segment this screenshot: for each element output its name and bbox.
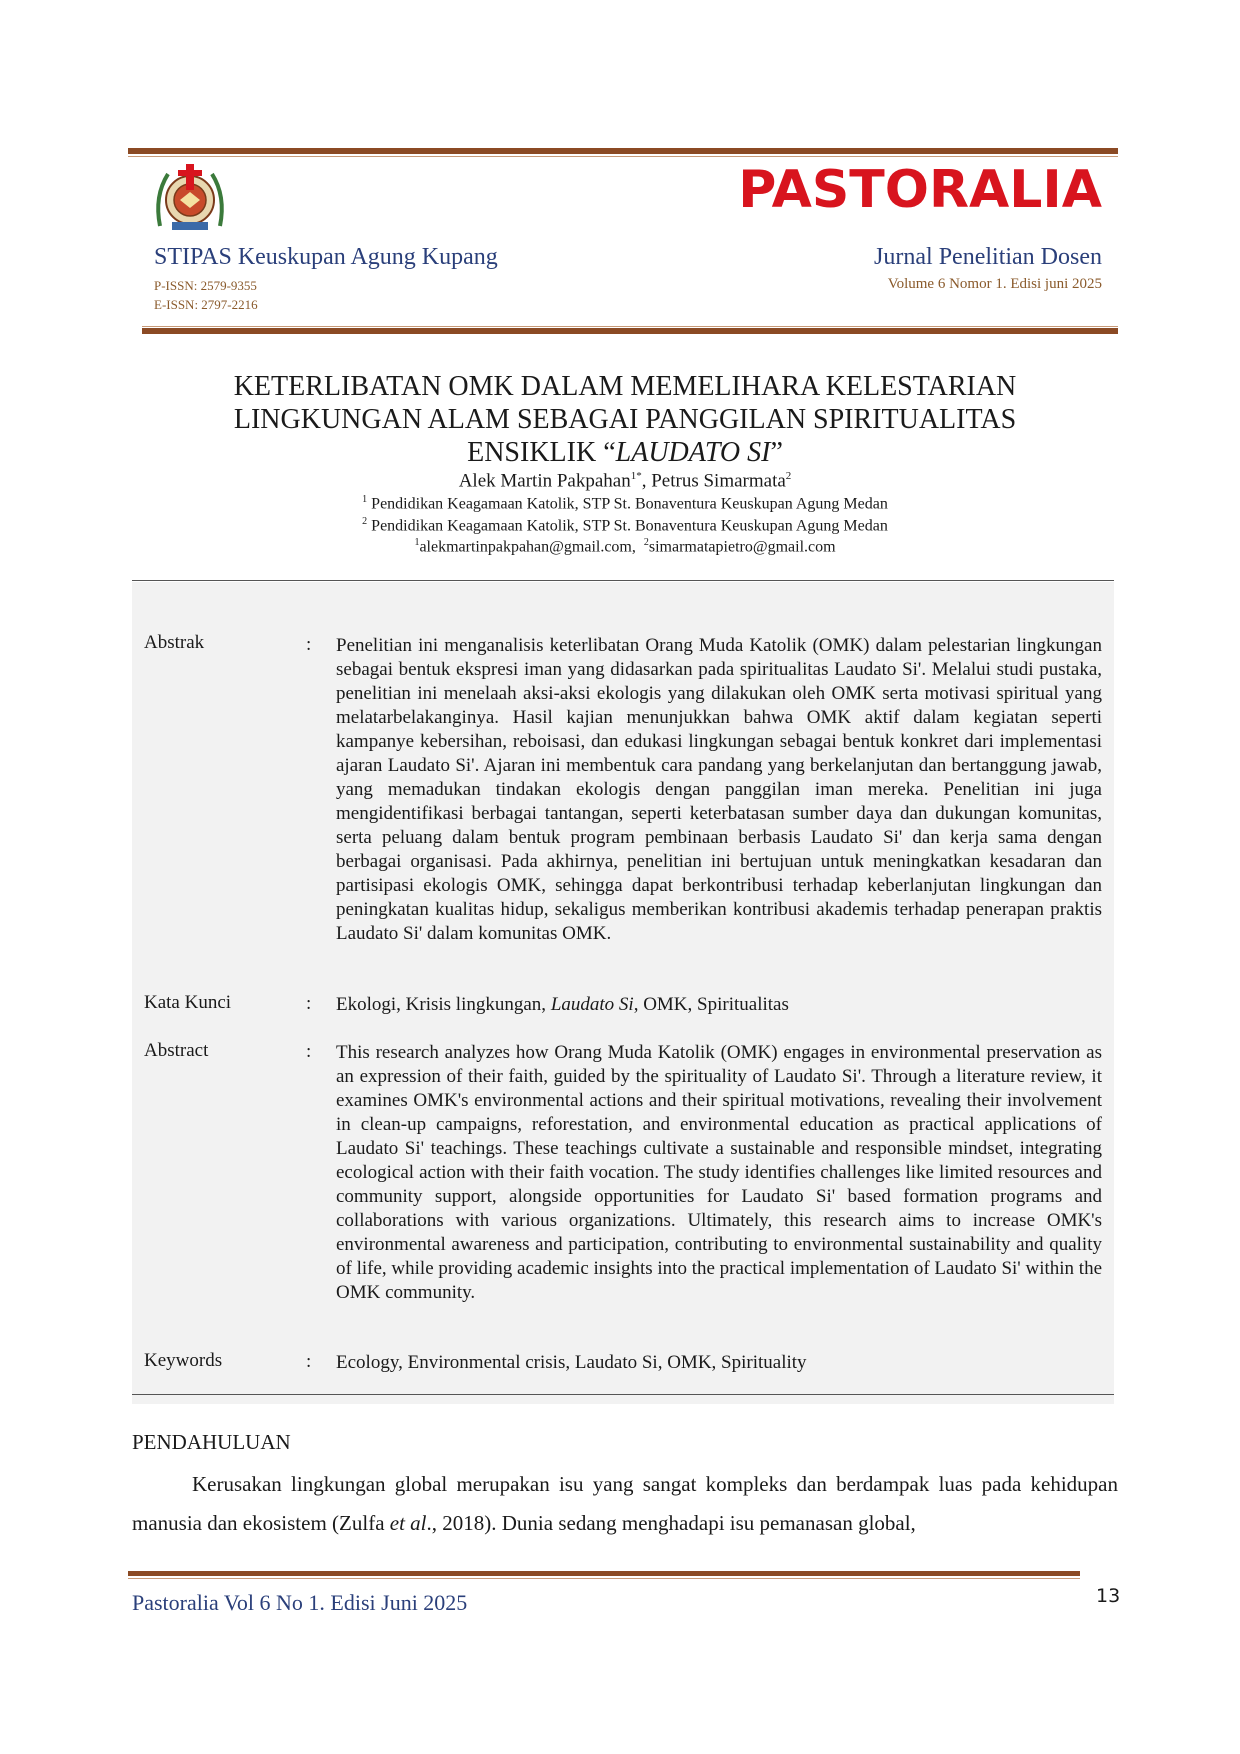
- footer-rule-thin: [128, 1578, 1080, 1579]
- title-line-1: KETERLIBATAN OMK DALAM MEMELIHARA KELESTARIAN: [233, 371, 1017, 402]
- author-1: Alek Martin Pakpahan: [458, 470, 631, 492]
- abstract-top-rule: [132, 580, 1114, 581]
- journal-volume: Volume 6 Nomor 1. Edisi juni 2025: [887, 276, 1102, 292]
- email-2: simarmatapietro@gmail.com: [648, 538, 836, 556]
- abstract-bottom-rule: [132, 1394, 1114, 1395]
- katakunci-text: Ekologi, Krisis lingkungan, Laudato Si, OMK, Spiritualitas: [336, 994, 789, 1015]
- footer-text: Pastoralia Vol 6 No 1. Edisi Juni 2025: [132, 1590, 468, 1615]
- keywords-text: Ecology, Environmental crisis, Laudato Si, OMK, Spirituality: [336, 1352, 807, 1373]
- title-line-3: ENSIKLIK “LAUDATO SI”: [467, 437, 783, 468]
- journal-logo: PASTORALIA: [738, 160, 1102, 220]
- footer-rule: [128, 1571, 1080, 1576]
- page-number: 13: [1096, 1585, 1121, 1607]
- title-line-2: LINGKUNGAN ALAM SEBAGAI PANGGILAN SPIRITUALITAS: [233, 404, 1017, 435]
- author-list: Alek Martin Pakpahan$^{1*}$, Petrus Simarmata$^2$: [458, 470, 792, 492]
- institution-name: STIPAS Keuskupan Agung Kupang: [154, 244, 498, 270]
- header-top-rule-thin: [128, 156, 1118, 157]
- author-emails: $^1$alekmartinpakpahan@gmail.com, $^2$simarmatapietro@gmail.com: [414, 537, 836, 556]
- abstract-label: Abstract: [144, 1040, 209, 1061]
- email-1: alekmartinpakpahan@gmail.com,: [419, 538, 636, 556]
- author-1-sup: 1*: [630, 470, 642, 482]
- abstrak-colon: :: [306, 634, 312, 655]
- journal-subtitle: Jurnal Penelitian Dosen: [874, 244, 1102, 270]
- article-title: [132, 370, 1118, 469]
- katakunci-label: Kata Kunci: [144, 992, 232, 1013]
- abstrak-text: Penelitian ini menganalisis keterlibatan Orang Muda Katolik (OMK) dalam pelestarian lingkungan sebagai bentuk ekspresi iman yang didasarkan pada spiritualitas Laudato Si'. Melalui studi pustaka, penelitian ini menelaah aksi-aksi ekologis yang dilakukan oleh OMK serta motivasi spiritual yang melatarbelakanginya. Hasil kajian menunjukkan bahwa OMK aktif dalam kegiatan seperti kampanye kebersihan, reboisasi, dan edukasi lingkungan sebagai bentuk konkret dari implementasi ajaran Laudato Si'. Ajaran ini membentuk cara pandang yang berkelanjutan dan bertanggung jawab, yang memadukan tindakan ekologis dengan panggilan iman mereka. Penelitian ini juga mengidentifikasi berbagai tantangan, seperti keterbatasan sumber daya dan dukungan komunitas, serta peluang dalam bentuk program pembinaan berbasis Laudato Si' dan kerja sama dengan berbagai organisasi. Pada akhirnya, penelitian ini bertujuan untuk meningkatkan kesadaran dan partisipasi ekologis OMK, sehingga dapat berkontribusi terhadap keberlanjutan lingkungan dan peningkatan kualitas hidup, sekaligus memberikan kontribusi akademis terhadap penerapan praktis Laudato Si' dalam komunitas OMK.: [336, 635, 1102, 944]
- p-issn: P-ISSN: 2579-9355: [154, 278, 257, 293]
- body-paragraph: Kerusakan lingkungan global merupakan isu yang sangat kompleks dan berdampak luas pada kehidupan manusia dan ekosistem (Zulfa et al., 2018). Dunia sedang menghadapi isu pemanasan global,: [132, 1472, 1118, 1535]
- abstrak-label: Abstrak: [144, 632, 205, 653]
- author-2-sup: 2: [785, 470, 792, 482]
- section-heading: PENDAHULUAN: [132, 1430, 291, 1454]
- keywords-label: Keywords: [144, 1350, 223, 1371]
- katakunci-colon: :: [306, 993, 312, 1014]
- affiliation-1: $^1$ Pendidikan Keagamaan Katolik, STP St. Bonaventura Keuskupan Agung Medan: [362, 494, 888, 513]
- header-top-rule: [128, 148, 1118, 154]
- e-issn: E-ISSN: 2797-2216: [154, 297, 258, 312]
- abstract-text: This research analyzes how Orang Muda Katolik (OMK) engages in environmental preservation as an expression of their faith, guided by the spirituality of Laudato Si'. Through a literature review, it examines OMK's environmental actions and their spiritual motivations, revealing their involvement in clean-up campaigns, reforestation, and environmental education as practical applications of Laudato Si' teachings. These teachings cultivate a sustainable and responsible mindset, integrating ecological action with their faith vocation. The study identifies challenges like limited resources and community support, alongside opportunities for Laudato Si' based formation programs and collaborations with various organizations. Ultimately, this research aims to increase OMK's environmental awareness and participation, contributing to environmental sustainability and quality of life, while providing academic insights into the practical implementation of Laudato Si' within the OMK community.: [336, 1042, 1102, 1303]
- institution-emblem: [150, 156, 230, 238]
- author-2: Petrus Simarmata: [651, 470, 786, 492]
- header-bottom-rule: [142, 328, 1118, 334]
- abstract-colon: :: [306, 1041, 312, 1062]
- affiliation-2: $^2$ Pendidikan Keagamaan Katolik, STP St. Bonaventura Keuskupan Agung Medan: [362, 516, 888, 535]
- keywords-colon: :: [306, 1351, 312, 1372]
- header-bottom-rule-thin: [142, 326, 1118, 327]
